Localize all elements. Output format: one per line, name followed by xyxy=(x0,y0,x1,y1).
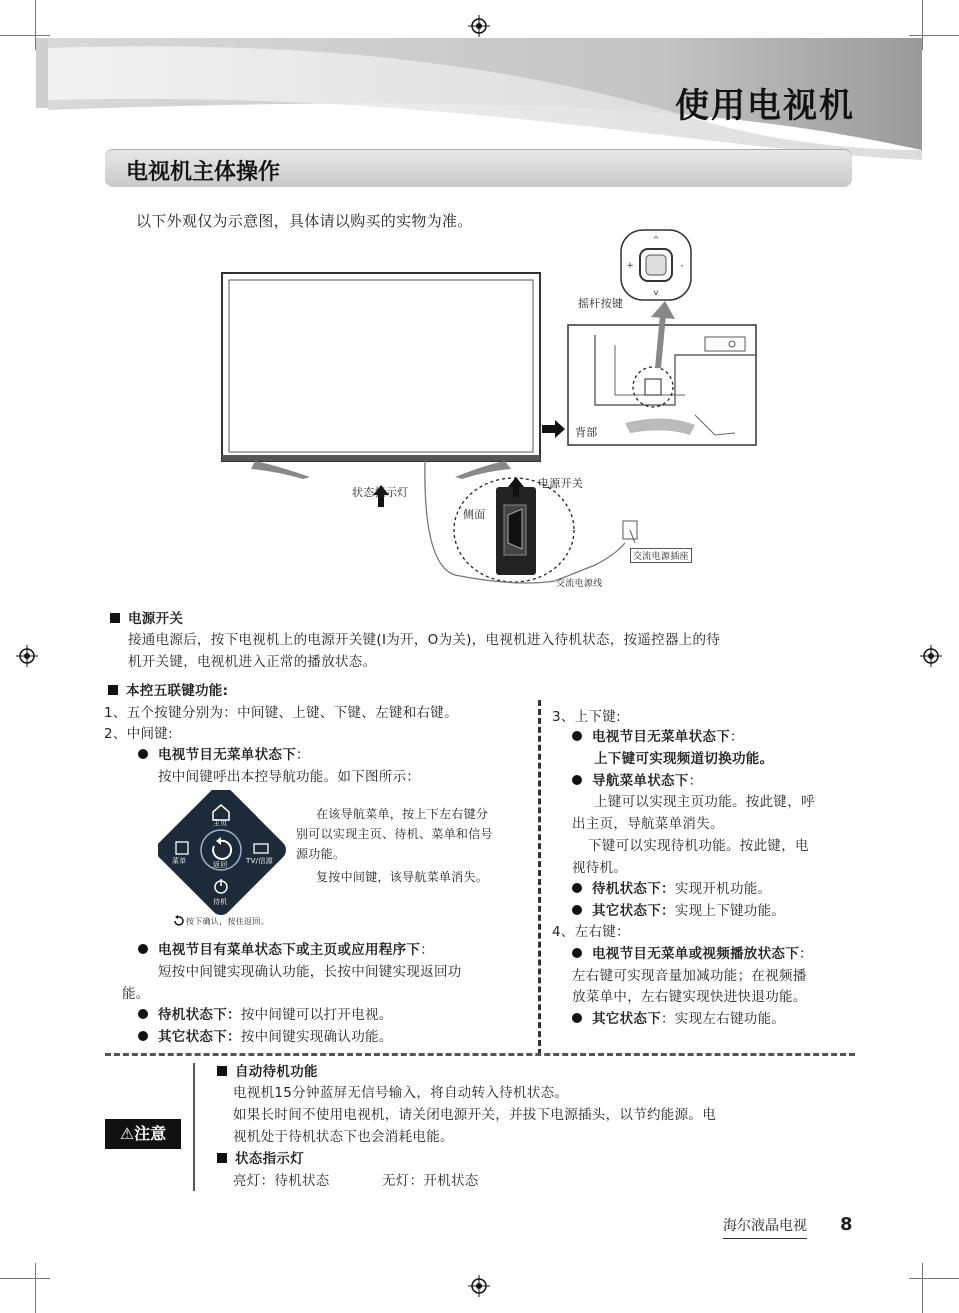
indicator-label: 状态指示灯 xyxy=(352,486,409,499)
fiveway-b-colon: ： xyxy=(420,942,435,958)
fiveway-title: 本控五联键功能: xyxy=(126,683,229,699)
joystick-label: 摇杆按键 xyxy=(578,297,624,310)
fiveway-g-title: 待机状态下： xyxy=(592,881,675,897)
fiveway-c-title: 待机状态下： xyxy=(158,1007,241,1023)
ac-cord-label: 交流电源线 xyxy=(556,579,603,589)
fiveway-h xyxy=(572,899,785,919)
fiveway-j-text: ：实现左右键功能。 xyxy=(661,1011,786,1027)
svg-text:v: v xyxy=(653,288,659,297)
fiveway-e-text: 上下键可实现频道切换功能。 xyxy=(594,751,774,767)
fiveway-f-text-3: 下键可以实现待机功能。按此键，电 xyxy=(588,838,809,854)
fiveway-a-colon: ： xyxy=(296,747,310,763)
fiveway-b-title: 电视节目有菜单状态下或主页或应用程序下 xyxy=(158,942,421,958)
nav-standby-label: 待机 xyxy=(213,898,228,906)
intro-text: 以下外观仅为示意图，具体请以购买的实物为准。 xyxy=(136,212,473,230)
side-label: 侧面 xyxy=(463,508,486,521)
fiveway-a-text: 按中间键呼出本控导航功能。如下图所示： xyxy=(158,769,421,785)
fiveway-i-colon: ： xyxy=(799,946,813,962)
fiveway-f xyxy=(572,769,702,789)
fiveway-e-title: 电视节目无菜单状态下 xyxy=(592,729,730,745)
caution-divider xyxy=(193,1063,195,1191)
auto-standby-line-1: 电视机15分钟蓝屏无信号输入，将自动转入待机状态。 xyxy=(233,1085,569,1101)
indicator-off: 无灯：开机状态 xyxy=(382,1173,479,1189)
svg-text:^: ^ xyxy=(652,235,660,244)
fiveway-e-colon: ： xyxy=(730,729,744,745)
page-title: 使用电视机 xyxy=(675,86,855,126)
fiveway-d xyxy=(138,1025,393,1045)
auto-standby-heading xyxy=(217,1060,318,1080)
crop-mark xyxy=(35,1263,36,1313)
fiveway-a-title: 电视节目无菜单状态下 xyxy=(158,747,296,763)
fiveway-c xyxy=(138,1003,393,1023)
auto-standby-line-2: 如果长时间不使用电视机，请关闭电源开关，并拔下电源插头，以节约能源。电 xyxy=(233,1107,716,1123)
fiveway-i-text-1: 左右键可实现音量加减功能；在视频播 xyxy=(572,968,807,984)
fiveway-f-title: 导航菜单状态下 xyxy=(592,773,689,789)
column-divider xyxy=(538,700,541,1055)
nav-desc-4: 复按中间键，该导航菜单消失。 xyxy=(316,870,489,884)
power-title: 电源开关 xyxy=(128,611,184,627)
fiveway-h-title: 其它状态下： xyxy=(592,903,675,919)
fiveway-item-3: 3、上下键: xyxy=(552,709,621,725)
nav-desc-1: 在该导航菜单，按上下左右键分 xyxy=(316,807,489,821)
nav-desc-2: 别可以实现主页、待机、菜单和信号 xyxy=(296,827,493,841)
page-number: 8 xyxy=(840,1214,853,1235)
svg-text:-: - xyxy=(680,261,684,271)
footer-brand: 海尔液晶电视 xyxy=(723,1215,807,1239)
registration-mark-icon xyxy=(920,645,942,667)
crop-mark xyxy=(0,1278,50,1279)
caution-label: 注意 xyxy=(134,1124,167,1143)
nav-back-label: 返回 xyxy=(213,861,228,869)
caution-badge xyxy=(105,1119,181,1149)
crop-mark xyxy=(922,1263,923,1313)
fiveway-item-2: 2、中间键: xyxy=(104,726,173,742)
indicator-heading xyxy=(217,1147,304,1167)
fiveway-i-title: 电视节目无菜单或视频播放状态下 xyxy=(592,946,799,962)
fiveway-f-text-1: 上键可以实现主页功能。按此键，呼 xyxy=(594,794,815,810)
back-label: 背部 xyxy=(575,426,598,439)
fiveway-f-text-2: 出主页，导航菜单消失。 xyxy=(572,816,724,832)
ac-socket-label: 交流电源插座 xyxy=(630,548,692,563)
nav-source-label: TV/信源 xyxy=(246,857,273,865)
fiveway-b-text-2: 能。 xyxy=(122,986,150,1002)
power-line-1: 接通电源后，按下电视机上的电源开关键(I为开，O为关)，电视机进入待机状态，按遥控器上的待 xyxy=(128,632,721,648)
auto-standby-title: 自动待机功能 xyxy=(235,1064,318,1080)
fiveway-g xyxy=(572,877,771,897)
power-heading xyxy=(110,607,183,627)
fiveway-j xyxy=(572,1007,785,1027)
nav-home-label: 主页 xyxy=(213,819,228,827)
fiveway-c-text: 按中间键可以打开电视。 xyxy=(240,1007,393,1023)
power-line-2: 机开关键，电视机进入正常的播放状态。 xyxy=(128,654,377,670)
fiveway-b-text-1: 短按中间键实现确认功能，长按中间键实现返回功 xyxy=(158,964,462,980)
fiveway-i-text-2: 放菜单中，左右键实现快进快退功能。 xyxy=(572,989,807,1005)
crop-mark xyxy=(909,1278,959,1279)
fiveway-f-text-4: 视待机。 xyxy=(572,860,628,876)
fiveway-b xyxy=(138,938,434,958)
fiveway-g-text: 实现开机功能。 xyxy=(674,881,772,897)
fiveway-a xyxy=(138,743,310,763)
auto-standby-line-3: 视机处于待机状态下也会消耗电能。 xyxy=(233,1129,454,1145)
nav-menu-label: 菜单 xyxy=(172,857,187,865)
fiveway-d-text: 按中间键实现确认功能。 xyxy=(240,1029,393,1045)
fiveway-j-title: 其它状态下 xyxy=(592,1011,661,1027)
fiveway-d-title: 其它状态下： xyxy=(158,1029,241,1045)
section-title: 电视机主体操作 xyxy=(126,160,281,185)
power-switch-label: 电源开关 xyxy=(538,477,584,490)
fiveway-heading xyxy=(108,679,228,699)
nav-desc-3: 源功能。 xyxy=(296,847,346,861)
fiveway-h-text: 实现上下键功能。 xyxy=(674,903,786,919)
section-divider xyxy=(105,1053,855,1056)
nav-hint: 按下确认，按住返回。 xyxy=(186,917,269,926)
back-arrow-icon xyxy=(172,915,184,927)
indicator-title: 状态指示灯 xyxy=(235,1151,304,1167)
warning-icon: ⚠ xyxy=(119,1124,135,1143)
registration-mark-icon xyxy=(16,645,38,667)
fiveway-i xyxy=(572,942,813,962)
fiveway-item-4: 4、左右键： xyxy=(552,924,630,940)
fiveway-item-1: 1、五个按键分别为：中间键、上键、下键、左键和右键。 xyxy=(104,705,458,721)
fiveway-f-colon: ： xyxy=(688,773,703,789)
fiveway-e xyxy=(572,725,744,745)
registration-mark-icon xyxy=(468,1275,490,1297)
svg-text:+: + xyxy=(626,261,634,271)
indicator-on: 亮灯：待机状态 xyxy=(233,1173,330,1189)
